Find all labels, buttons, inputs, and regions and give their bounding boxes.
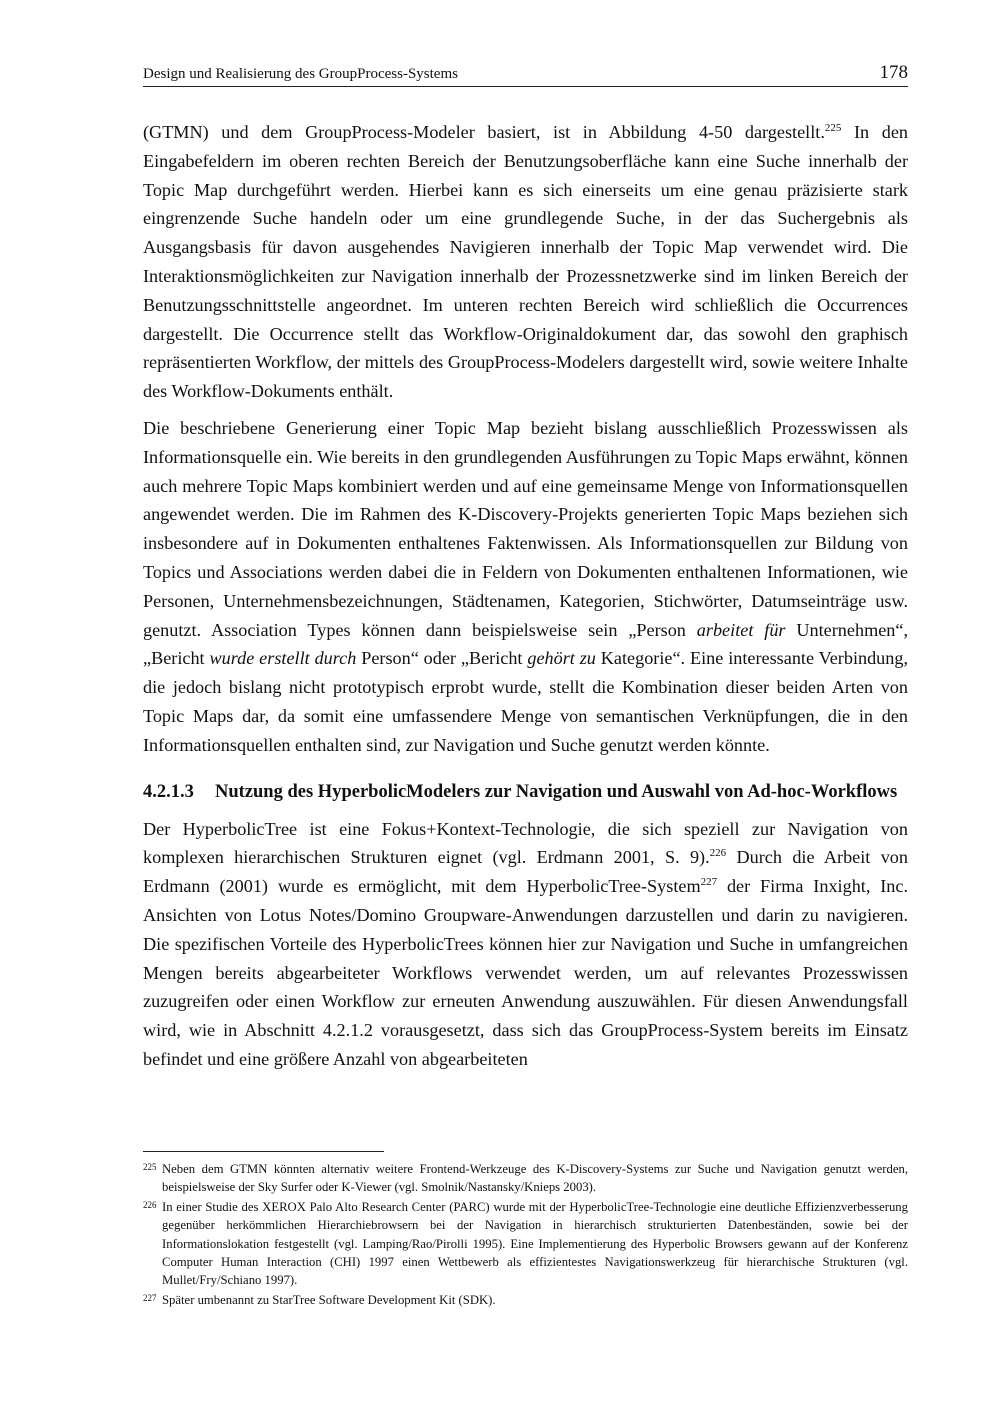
footnote-number: 226 bbox=[143, 1199, 157, 1210]
text-run: In den Eingabefeldern im oberen rechten Bereich der Benutzungsoberfläche kann eine Suche innerhalb der Topic Map durchgeführt werden. Hierbei kann es sich einerseits um eine genau präzisierte stark eingrenzende Suche handeln oder um eine grundlegende Suche, in der das Suchergebnis als Ausgangsbasis für davon ausgehendes Navigieren innerhalb der Topic Map verwendet wird. Die Interaktionsmöglichkeiten zur Navigation innerhalb der Prozessnetzwerke sind im linken Bereich der Benutzungsschnittstelle angeordnet. Im unteren rechten Bereich wird schließlich die Occurrences dargestellt. Die Occurrence stellt das Workflow-Originaldokument dar, das sowohl den graphisch repräsentierten Workflow, der mittels des GroupProcess-Modelers dargestellt wird, sowie weitere Inhalte des Workflow-Dokuments enthält. bbox=[143, 122, 908, 402]
footnote-ref: 226 bbox=[709, 847, 727, 860]
text-run: Kategorie“. Eine interessante Verbindung, die jedoch bislang nicht prototypisch erprobt wurde, stellt die Kombination dieser beiden Arten von Topic Maps dar, da somit eine umfassendere Menge von semantischen Verknüpfungen, die in den Informationsquellen enthalten sind, zur Navigation und Suche genutzt werden könnte. bbox=[143, 648, 909, 755]
text-run: (GTMN) und dem GroupProcess-Modeler basiert, ist in Abbildung 4-50 dargestellt. bbox=[143, 122, 825, 142]
footnote-text: Später umbenannt zu StarTree Software Development Kit (SDK). bbox=[162, 1292, 496, 1307]
section-heading bbox=[143, 774, 908, 811]
section-number: 4.2.1.3 bbox=[143, 781, 194, 802]
italic-term: wurde erstellt durch bbox=[209, 648, 357, 669]
footnotes bbox=[143, 1160, 908, 1310]
footnote-text: Neben dem GTMN könnten alternativ weitere Frontend-Werkzeuge des K-Discovery-Systems zur Suche und Navigation genutzt werden, beispielsweise der Sky Surfer oder K-Viewer (vgl. Smolnik/Nastansky/Knieps 2003). bbox=[162, 1162, 908, 1195]
paragraph bbox=[143, 414, 908, 760]
text-run: Der HyperbolicTree ist eine Fokus+Kontext-Technologie, die sich speziell zur Navigation von komplexen hierarchischen Strukturen eignet (vgl. Erdmann 2001, S. 9). bbox=[143, 818, 908, 868]
text-run: Person“ oder „Bericht bbox=[356, 648, 528, 669]
footnote-ref: 227 bbox=[700, 876, 718, 889]
text-run: der Firma Inxight, Inc. Ansichten von Lotus Notes/Domino Groupware-Anwendungen darzustellen und darin zu navigieren. Die spezifischen Vorteile des HyperbolicTrees können hier zur Navigation und Suche in umfangreichen Mengen bereits abgearbeiteter Workflows verwendet werden, um auf relevantes Prozesswissen zuzugreifen oder einen Workflow zur erneuten Anwendung auszuwählen. Für diesen Anwendungsfall wird, wie in Abschnitt 4.2.1.2 vorausgesetzt, dass sich das GroupProcess-System bereits im Einsatz befindet und eine größere Anzahl von abgearbeiteten bbox=[143, 876, 908, 1069]
footnote-divider bbox=[143, 1151, 384, 1152]
footnote bbox=[143, 1198, 908, 1290]
text-run: Durch die Arbeit von Erdmann (2001) wurde es ermöglicht, mit dem HyperbolicTree-System bbox=[143, 847, 908, 897]
footnote-ref: 225 bbox=[824, 122, 842, 134]
paragraph bbox=[143, 118, 908, 406]
running-header bbox=[143, 62, 908, 87]
italic-term: arbeitet für bbox=[696, 619, 786, 640]
main-text bbox=[143, 118, 908, 1074]
footnote-number: 225 bbox=[143, 1162, 157, 1172]
running-title: Design und Realisierung des GroupProcess-Systems bbox=[143, 66, 458, 82]
italic-term: gehört zu bbox=[527, 648, 596, 669]
page-number: 178 bbox=[879, 62, 908, 83]
text-run: Unternehmen“, „Bericht bbox=[143, 619, 908, 669]
footnote-number: 227 bbox=[143, 1292, 157, 1303]
footnote bbox=[143, 1160, 908, 1197]
footnote-text: In einer Studie des XEROX Palo Alto Research Center (PARC) wurde mit der HyperbolicTree-Technologie eine deutliche Effizienzverbesserung gegenüber herkömmlichen Hierarchiebrowsern bei der Navigation in hierarchisch strukturierten Datenbeständen, sowie bei der Informationslokation festgestellt (vgl. Lamping/Rao/Pirolli 1995). Eine Implementierung des Hyperbolic Browsers gewann auf der Konferenz Computer Human Interaction (CHI) 1997 einen Wettbewerb als effizientestes Navigationswerkzeug für hierarchische Strukturen (vgl. Mullet/Fry/Schiano 1997). bbox=[162, 1199, 908, 1288]
paragraph bbox=[143, 815, 908, 1074]
footnote bbox=[143, 1291, 908, 1309]
section-title: Nutzung des HyperbolicModelers zur Navigation und Auswahl von Ad-hoc-Workflows bbox=[215, 781, 898, 802]
text-run: Die beschriebene Generierung einer Topic Map bezieht bislang ausschließlich Prozesswissen als Informationsquelle ein. Wie bereits in den grundlegenden Ausführungen zu Topic Maps erwähnt, können auch mehrere Topic Maps kombiniert werden und auf eine gemeinsame Menge von Informationsquellen angewendet werden. Die im Rahmen des K-Discovery-Projekts generierten Topic Maps beziehen sich insbesondere auf in Dokumenten enthaltenes Faktenwissen. Als Informationsquellen zur Bildung von Topics und Associations werden dabei die in Feldern von Dokumenten enthaltenen Informationen, wie Personen, Unternehmensbezeichnungen, Städtenamen, Kategorien, Stichwörter, Datumseinträge usw. genutzt. Association Types können dann beispielsweise sein „Person bbox=[143, 417, 908, 640]
